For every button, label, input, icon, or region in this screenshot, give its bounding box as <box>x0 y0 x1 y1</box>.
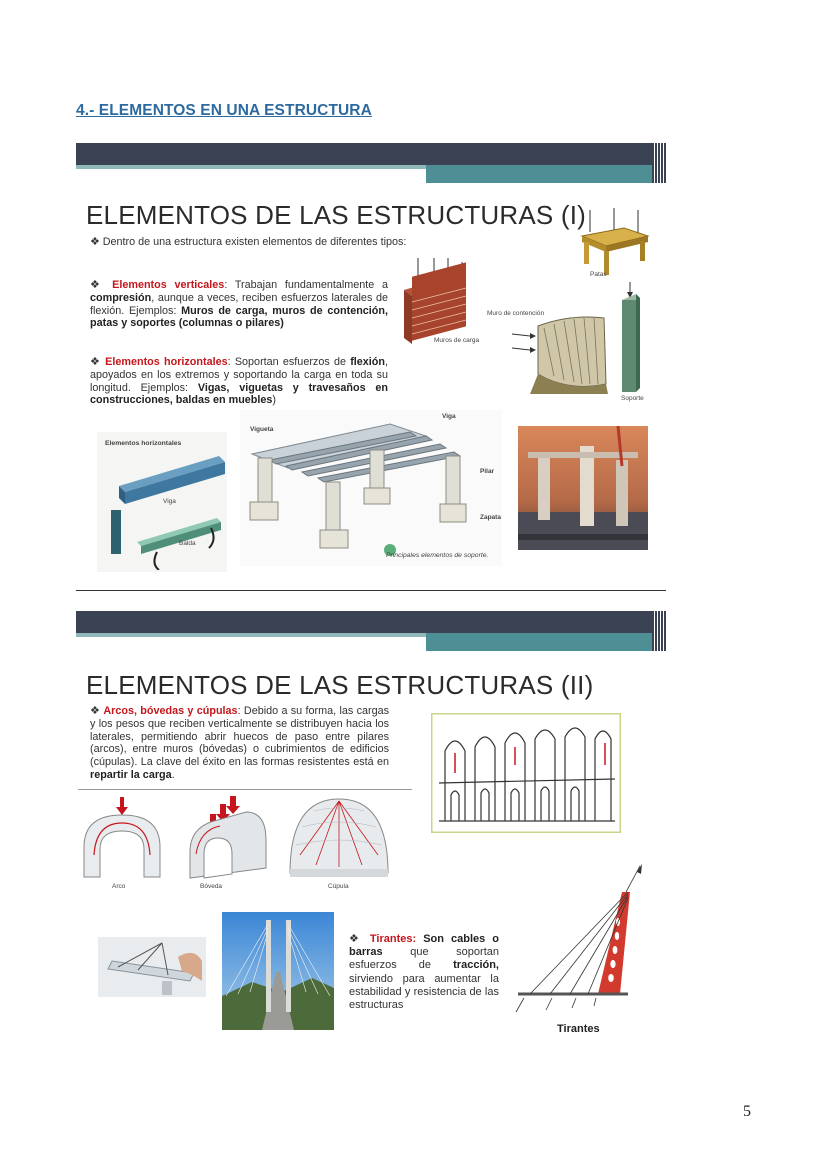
section-title: 4.- ELEMENTOS EN UNA ESTRUCTURA <box>76 102 372 119</box>
boveda-illustration <box>186 790 270 886</box>
horizontal-elements-text: ❖ Elementos horizontales: Soportan esfuerzos de flexión, apoyados en los extremos y soportando la carga en toda su longitud. Ejemplos: Vigas, viguetas y travesaños en construcciones, baldas en muebles) <box>90 356 388 407</box>
label-muro-contencion: Muro de contención <box>487 310 545 317</box>
label-cupula: Cúpula <box>328 883 349 890</box>
vertical-elements-text: ❖ Elementos verticales: Trabajan fundamentalmente a compresión, aunque a veces, reciben esfuerzos laterales de flexión. Ejemplos: Muros de carga, muros de contención, patas y soportes (columnas o pilares) <box>90 279 388 330</box>
label-arco: Arco <box>112 883 126 890</box>
support-column-illustration <box>616 282 646 396</box>
page-number: 5 <box>743 1103 751 1120</box>
label-viga-small: Viga <box>163 498 176 505</box>
label-zapata: Zapata <box>480 514 501 521</box>
arco-illustration <box>80 795 170 885</box>
cupula-illustration <box>286 795 392 881</box>
cable-bridge-photo <box>222 912 334 1030</box>
bridge-construction-photo <box>518 426 648 550</box>
label-boveda: Bóveda <box>200 883 223 890</box>
slide1-intro: ❖ Dentro de una estructura existen elementos de diferentes tipos: <box>90 236 407 248</box>
aqueduct-drawing <box>431 713 621 833</box>
label-pilar: Pilar <box>480 468 495 475</box>
label-vigueta: Vigueta <box>250 426 274 433</box>
slide-divider <box>76 590 666 591</box>
tirantes-text: ❖ Tirantes: Son cables o barras que soportan esfuerzos de tracción, sirviendo para aumentar la estabilidad y resistencia de las estructuras <box>349 933 499 1012</box>
label-elementos-horizontales: Elementos horizontales <box>105 440 182 447</box>
table-patas-illustration <box>574 206 654 286</box>
horizontal-elements-image <box>97 432 227 572</box>
tirantes-diagram <box>506 862 646 1022</box>
slide1-title: ELEMENTOS DE LAS ESTRUCTURAS (I) <box>86 200 587 230</box>
label-viga: Viga <box>442 413 456 420</box>
retaining-wall-illustration <box>510 312 610 394</box>
label-tirantes: Tirantes <box>557 1023 600 1035</box>
label-soporte: Soporte <box>621 395 644 402</box>
tie-model-photo <box>98 937 206 997</box>
support-elements-image <box>240 410 502 566</box>
label-patas: Patas <box>590 271 607 278</box>
label-balda: Balda <box>179 540 196 547</box>
slide2-title: ELEMENTOS DE LAS ESTRUCTURAS (II) <box>86 670 594 700</box>
caption-principales: Principales elementos de soporte. <box>386 552 489 559</box>
arcos-text: ❖ Arcos, bóvedas y cúpulas: Debido a su forma, las cargas y los pesos que reciben verticalmente se distribuyen hacia los laterales, permitiendo abrir huecos de paso entre pilares (arcos), entre muros (bóvedas) o cubrimientos de edificios (cúpulas). La clave del éxito en las formas resistentes está en repartir la carga. <box>90 705 389 781</box>
brick-wall-illustration <box>400 258 470 348</box>
label-muros-carga: Muros de carga <box>434 337 480 344</box>
